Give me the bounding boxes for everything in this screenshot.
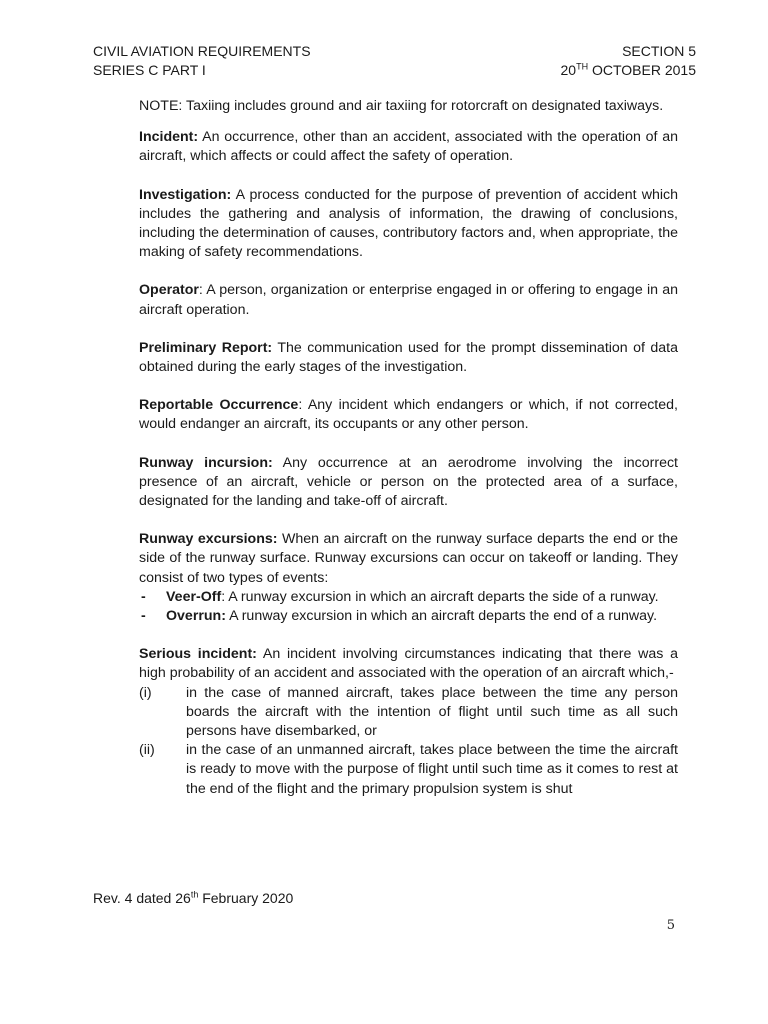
excursion-type-list (139, 588, 678, 626)
note-paragraph (139, 97, 678, 116)
definition-preliminary-report (139, 339, 678, 377)
definition-term: Operator (139, 282, 199, 299)
definition-term: Reportable Occurrence (139, 397, 299, 414)
definition-term: Runway excursions: (139, 531, 278, 548)
definition-text: A process conducted for the purpose of prevention of accident which includes the gathering and analysis of information, the drawing of conclusions, including the determination of causes, contributory factors and, when appropriate, the making of safety recommendations. (139, 186, 678, 261)
clause-text: in the case of an unmanned aircraft, takes place between the time the aircraft is ready to move with the purpose of flight until such time as it comes to rest at the end of the flight and the primary propulsion system is shut (186, 742, 678, 797)
header-section: SECTION 5 (622, 43, 696, 59)
definition-text: : A person, organization or enterprise engaged in or offering to engage in an aircraft operation. (139, 282, 678, 318)
bullet-dash: - (141, 588, 146, 605)
excursion-type-text: A runway excursion in which an aircraft departs the end of a runway. (225, 608, 658, 625)
definition-term: Preliminary Report: (139, 339, 273, 356)
header-row-1 (93, 42, 696, 61)
header-document-title: CIVIL AVIATION REQUIREMENTS (93, 43, 311, 59)
serious-incident-clause-list (139, 684, 678, 799)
clause-marker: (ii) (139, 742, 155, 759)
definition-term: Investigation: (139, 186, 232, 203)
definition-runway-excursions-intro (139, 530, 678, 588)
excursion-type-text: : A runway excursion in which an aircraft departs the side of a runway. (221, 588, 659, 605)
header-series: SERIES C PART I (93, 62, 206, 78)
clause-text: in the case of manned aircraft, takes place between the time any person boards the aircraft with the intention of flight until such time as all such persons have disembarked, or (186, 684, 678, 740)
definition-text: When an aircraft on the runway surface departs the end or the side of the runway surface. Runway excursions can occur on takeoff or landing. They consist of two types of events: (139, 531, 678, 586)
definition-serious-incident-intro (139, 645, 678, 683)
serious-incident-clause (139, 684, 678, 742)
header-date-day: 20 (560, 62, 577, 78)
definition-term: Incident: (139, 129, 199, 146)
page-number: 5 (666, 918, 675, 933)
page-header (93, 42, 696, 80)
revision-prefix: Rev. 4 dated 26 (93, 890, 191, 906)
excursion-type-term: Veer-Off (166, 588, 222, 605)
header-date-suffix: TH (576, 61, 589, 72)
definition-incident (139, 128, 678, 166)
definition-runway-incursion (139, 454, 678, 512)
definition-reportable-occurrence (139, 396, 678, 434)
clause-marker: (i) (139, 684, 152, 701)
definition-runway-excursions (139, 530, 678, 626)
definition-operator (139, 281, 678, 319)
header-date (561, 61, 696, 80)
excursion-type-item (139, 607, 678, 626)
revision-footer (93, 889, 293, 908)
definition-text: : Any incident which endangers or which, if not corrected, would endanger an aircraft, its occupants or any other person. (139, 397, 678, 433)
definition-text: The communication used for the prompt dissemination of data obtained during the early stages of the investigation. (139, 339, 678, 376)
definition-term: Serious incident: (139, 646, 257, 663)
revision-suffix: th (190, 889, 199, 900)
definition-text: An occurrence, other than an accident, associated with the operation of an aircraft, which affects or could affect the safety of operation. (139, 129, 678, 165)
excursion-type-item (139, 588, 678, 607)
definition-text: An incident involving circumstances indicating that there was a high probability of an accident and associated with the operation of an aircraft which,- (139, 646, 679, 682)
header-date-rest: OCTOBER 2015 (588, 62, 696, 78)
bullet-dash: - (141, 608, 146, 625)
serious-incident-clause (139, 741, 678, 799)
excursion-type-term: Overrun: (166, 608, 226, 625)
revision-date-rest: February 2020 (198, 890, 294, 906)
header-row-2 (93, 61, 696, 80)
definition-term: Runway incursion: (139, 454, 273, 471)
definition-investigation (139, 186, 678, 263)
note-text: NOTE: Taxiing includes ground and air taxiing for rotorcraft on designated taxiways. (139, 98, 664, 114)
definition-text: Any occurrence at an aerodrome involving the incorrect presence of an aircraft, vehicle or person on the protected area of a surface, designated for the landing and take-off of aircraft. (139, 454, 678, 510)
document-body (139, 97, 678, 799)
definition-serious-incident (139, 645, 678, 799)
